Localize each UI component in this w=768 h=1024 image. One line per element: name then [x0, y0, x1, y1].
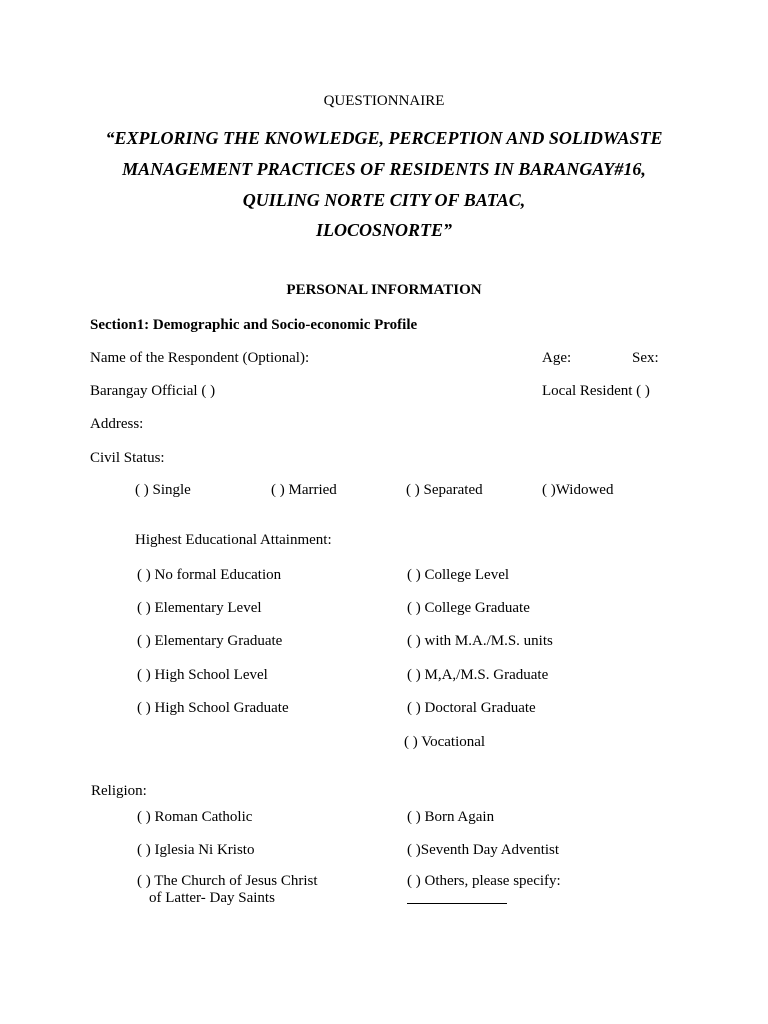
title-line-4: ILOCOSNORTE”: [315, 220, 453, 240]
civil-status-widowed: ( )Widowed: [542, 482, 614, 498]
religion-option-lds-line-1: ( ) The Church of Jesus Christ: [137, 873, 318, 889]
local-resident-option: Local Resident ( ): [542, 383, 650, 399]
civil-status-label: Civil Status:: [90, 450, 165, 466]
address-label: Address:: [90, 416, 144, 432]
education-option-high-school-level: ( ) High School Level: [137, 667, 268, 683]
religion-option-born-again: ( ) Born Again: [407, 809, 495, 825]
civil-status-single: ( ) Single: [135, 482, 191, 498]
others-specify-blank: [407, 903, 507, 904]
education-option-elementary-graduate: ( ) Elementary Graduate: [137, 633, 283, 649]
section1-heading: Section1: Demographic and Socio-economic Profile: [90, 317, 418, 333]
education-option-high-school-graduate: ( ) High School Graduate: [137, 700, 289, 716]
education-option-elementary-level: ( ) Elementary Level: [137, 600, 262, 616]
title-line-1: “EXPLORING THE KNOWLEDGE, PERCEPTION AND SOLIDWASTE: [105, 128, 663, 148]
title-line-3: QUILING NORTE CITY OF BATAC,: [242, 190, 526, 210]
barangay-official-option: Barangay Official ( ): [90, 383, 216, 399]
age-label: Age:: [542, 350, 572, 366]
respondent-name-label: Name of the Respondent (Optional):: [90, 350, 310, 366]
religion-option-roman-catholic: ( ) Roman Catholic: [137, 809, 253, 825]
education-option-vocational: ( ) Vocational: [404, 734, 486, 750]
title-line-2: MANAGEMENT PRACTICES OF RESIDENTS IN BARANGAY#16,: [122, 159, 646, 179]
education-option-ma-graduate: ( ) M,A,/M.S. Graduate: [407, 667, 549, 683]
religion-option-seventh-day-adventist: ( )Seventh Day Adventist: [407, 842, 560, 858]
religion-option-iglesia-ni-kristo: ( ) Iglesia Ni Kristo: [137, 842, 255, 858]
questionnaire-heading: QUESTIONNAIRE: [323, 93, 445, 109]
sex-label: Sex:: [632, 350, 659, 366]
religion-option-others: ( ) Others, please specify:: [407, 873, 561, 889]
education-option-doctoral-graduate: ( ) Doctoral Graduate: [407, 700, 536, 716]
education-option-no-formal: ( ) No formal Education: [137, 567, 282, 583]
education-option-ma-units: ( ) with M.A./M.S. units: [407, 633, 553, 649]
education-option-college-level: ( ) College Level: [407, 567, 510, 583]
education-option-college-graduate: ( ) College Graduate: [407, 600, 530, 616]
religion-label: Religion:: [91, 783, 147, 799]
civil-status-married: ( ) Married: [271, 482, 337, 498]
education-label: Highest Educational Attainment:: [135, 532, 332, 548]
religion-option-lds-line-2: of Latter- Day Saints: [149, 890, 275, 906]
civil-status-separated: ( ) Separated: [406, 482, 483, 498]
personal-info-heading: PERSONAL INFORMATION: [286, 282, 482, 298]
